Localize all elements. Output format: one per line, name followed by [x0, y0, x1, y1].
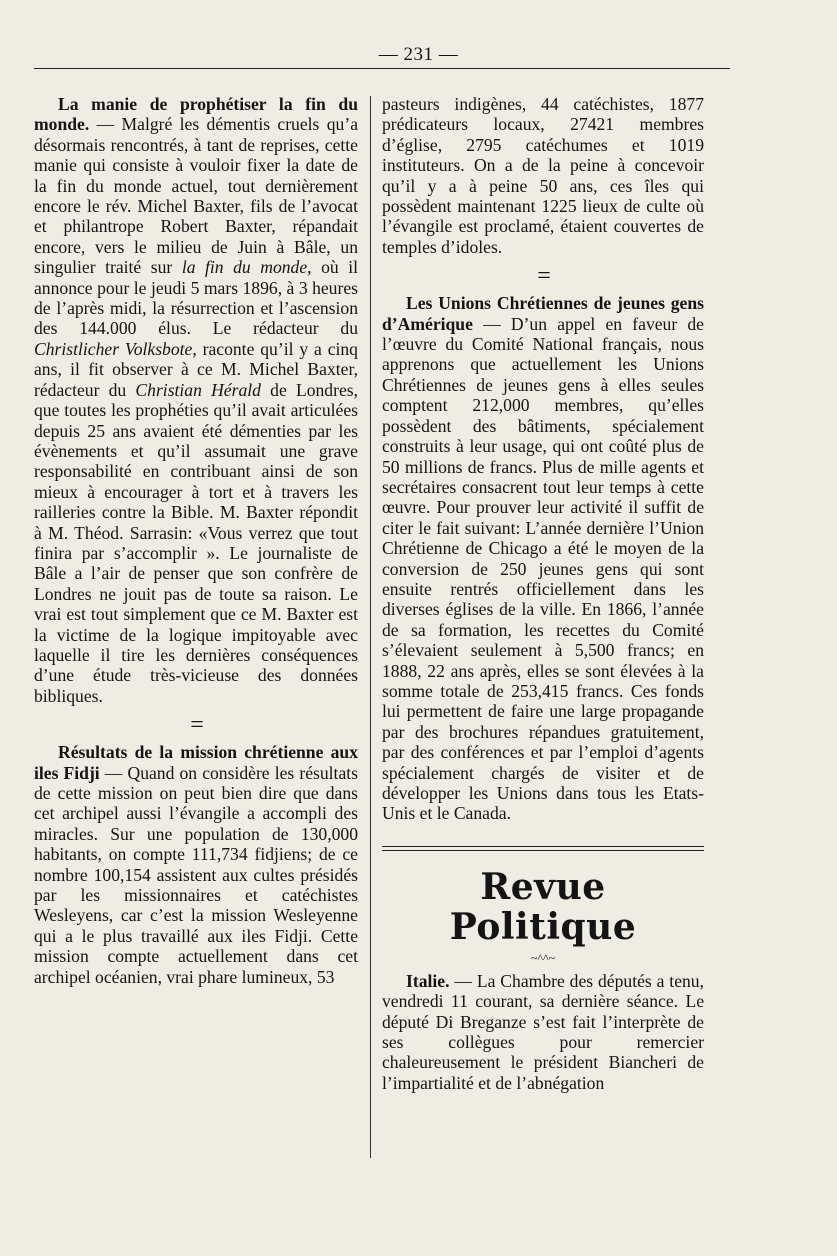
article-body: — Quand on considère les résultats de cette mission on peut bien dire que dans cet archipel aussi l’évangile a accompli des miracles. Sur une population de 130,000 habitants, on compte 111,734 fidjiens; de ce nombre 100,154 assistent aux cultes présidés par les missionnaires et catéchistes Wesleyens, car c’est la mission Wesleyenne qui a le plus travaillé aux iles Fidji. Cette mission compte actuellement dans cet archipel océanien, vrai phare lumineux, 53 [34, 762, 358, 987]
article-fiji-continued: pasteurs indigènes, 44 catéchistes, 1877 prédicateurs locaux, 27421 membres d’église, 2795 catéchumes et 1019 instituteurs. On a de la peine à concevoir qu’il y a à peine 50 ans, ces îles qui possèdent maintenant 1225 lieux de culte où l’évangile est proclamé, étaient couvertes de temples d’idoles. [382, 94, 704, 257]
article-body: — Malgré les démentis cruels qu’a désormais rencontrés, à tant de reprises, cette manie qui consiste à vouloir fixer la date de la fin du monde actuel, tout dernièrement encore le rév. Michel Baxter, fils de l’avocat et philantrope Robert Baxter, répandait encore, vers le milieu de Juin à Bâle, un singulier traité sur [34, 114, 358, 278]
article-title: Italie. [406, 970, 450, 991]
article-body: , raconte qu’il y a cinq ans, il fit observer à ce M. Michel Baxter, rédacteur du [34, 338, 358, 400]
article-body: — D’un appel en faveur de l’œuvre du Comité National français, nous apprenons que actuellement les Unions Chrétiennes de jeunes gens à elles seules comptent 212,000 membres, qu’elles possèdent des bâtiments, spécialement construits à leur usage, qui ont coûté plus de 50 millions de francs. Plus de mille agents et secrétaires consacrent tout leur temps à cette œuvre. Pour prouver leur activité il suffit de citer le fait suivant: L’année dernière l’Union Chrétienne de Chicago a été le moyen de la conversion de 250 jeunes gens qui sont ensuite rentrés officiellement dans les diverses églises de la ville. En 1866, l’année de sa formation, les recettes du Comité s’élevaient seulement à 5,500 francs; en 1888, 22 ans après, elles se sont élevées à la somme totale de 253,415 francs. Ces fonds lui permettent de faire une large propagande par des brochures répandues gratuitement, par des conférences et par l’emploi d’agents spécialement chargés de visiter et de développer les Unions dans tous les Etats-Unis et le Canada. [382, 313, 704, 824]
article-body: — La Chambre des députés a tenu, vendredi 11 courant, sa dernière séance. Le député Di Breganze s’est fait l’interprète de ses collègues pour remercier chaleureusement le président Biancheri de l’impartialité et de l’abnégation [382, 970, 704, 1093]
right-column [382, 94, 704, 1093]
italic-text: Christian Hérald [135, 379, 261, 400]
left-column [34, 94, 358, 987]
article-fiji [34, 742, 358, 987]
article-body: , où il annonce pour le jeudi 5 mars 1896, à 3 heures de l’après midi, la résurrection et l’ascension des 144.000 élus. Le rédacteur du [34, 257, 358, 339]
page-number: — 231 — [378, 44, 459, 65]
italic-text: la fin du monde [181, 257, 308, 278]
article-title: La manie de prophétiser la fin du monde. [34, 94, 358, 135]
italic-text: Christlicher Volksbote [34, 338, 193, 359]
article-prophecy [34, 94, 358, 706]
article-title: Résultats de la mission chrétienne aux iles Fidji [34, 742, 358, 783]
article-separator: = [190, 712, 202, 739]
section-rule [382, 846, 704, 851]
article-christian-unions [382, 293, 704, 824]
header-rule [34, 68, 730, 69]
article-separator: = [537, 263, 549, 290]
ornament-flourish: ~^^~ [530, 950, 556, 965]
article-italy [382, 971, 704, 1093]
article-title: Les Unions Chrétiennes de jeunes gens d’Amérique [382, 293, 704, 334]
column-divider [370, 96, 371, 1158]
section-heading: Revue Politique [449, 865, 637, 948]
article-body: de Londres, que toutes les prophéties qu’il avait articulées depuis 25 ans avaient été démenties par les évènements et qu’il assumait une grave responsabilité en contribuant ainsi de son mieux à encourager à tort et à travers les railleries contre la Bible. M. Baxter répondit à M. Théod. Sarrasin: «Vous verrez que tout finira par s’accomplir ». Le journaliste de Bâle a l’air de penser que son confrère de Londres ne jouit pas de toute sa raison. Le vrai est tout simplement que ce M. Baxter est la victime de la logique impitoyable avec laquelle il tire les dernières conséquences d’une étude très-vicieuse des données bibliques. [34, 379, 358, 706]
